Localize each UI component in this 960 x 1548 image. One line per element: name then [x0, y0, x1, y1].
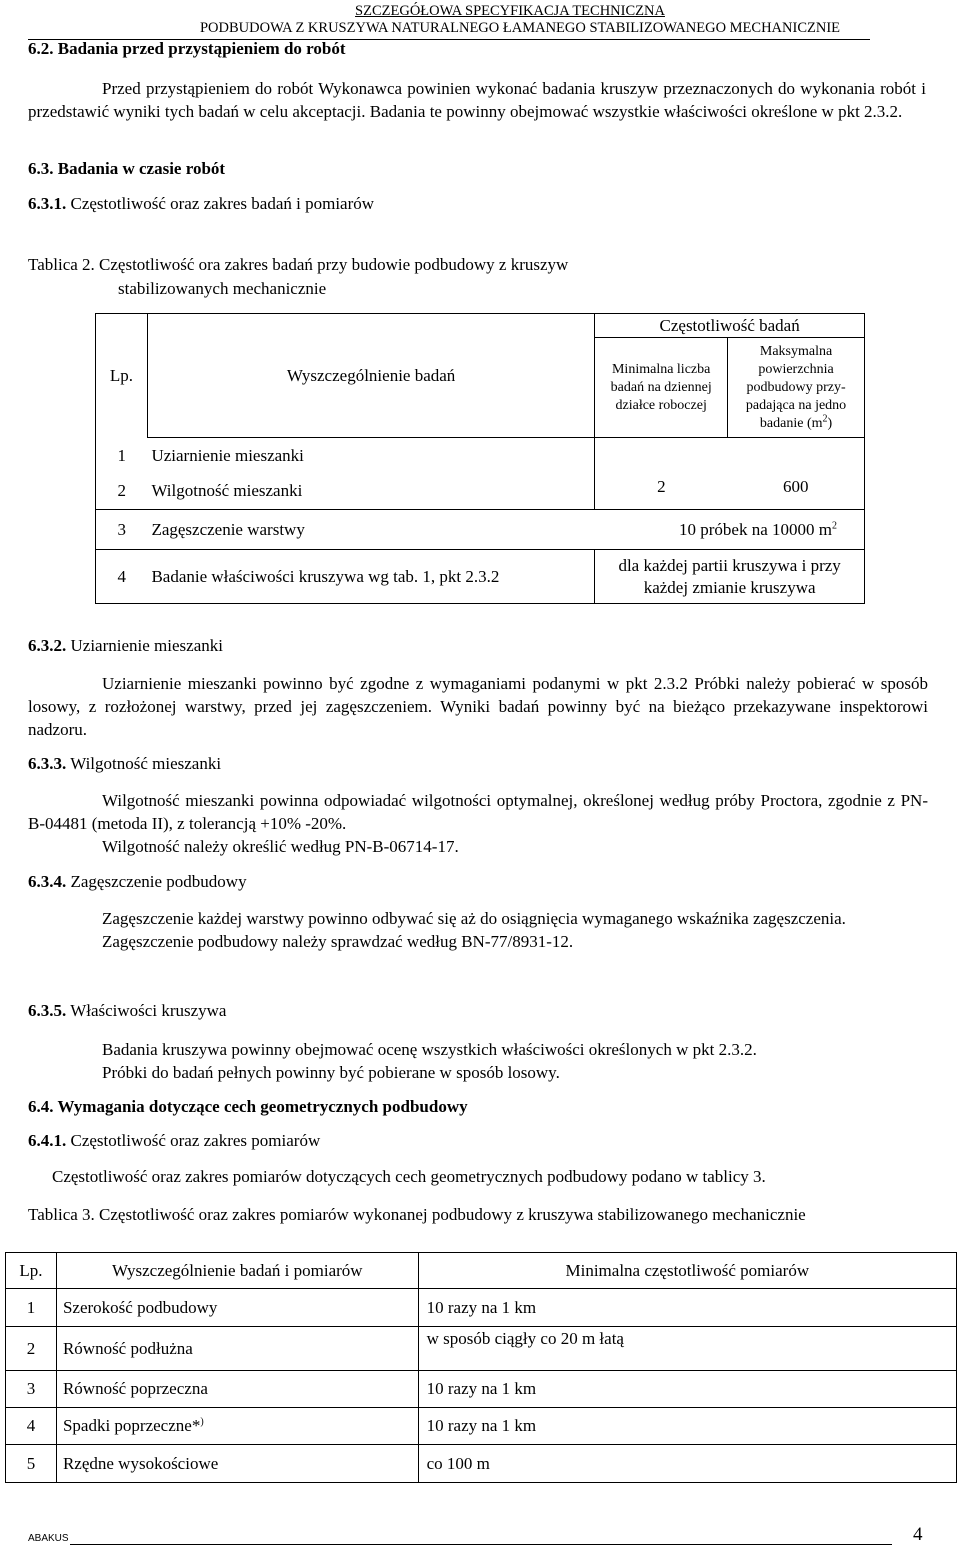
- table2-header-lp: Lp.: [96, 314, 148, 438]
- table2-row3-freq: 10 próbek na 10000 $m^2$: [595, 510, 865, 550]
- table3-caption: Tablica 3. Częstotliwość oraz zakres pomiarów wykonanej podbudowy z kruszywa stabilizowanego mechanicznie: [28, 1205, 806, 1224]
- section-6-3-1-heading: 6.3.1. Częstotliwość oraz zakres badań i pomiarów: [28, 194, 375, 213]
- table3-row5-freq: co 100 m: [418, 1445, 956, 1483]
- table3-row1-lp: 1: [6, 1289, 57, 1327]
- table2-header-max: Maksymalna powierzchnia podbudowy przy-padająca na jedno badanie $(m^2)$: [728, 338, 865, 438]
- table2-row3-desc: Zagęszczenie warstwy: [147, 510, 594, 550]
- table2-row1-desc: Uziarnienie mieszanki: [147, 438, 594, 474]
- table2-row4-lp: 4: [96, 550, 148, 604]
- table2-row2-desc: Wilgotność mieszanki: [147, 474, 594, 510]
- section-6-3-3-heading: 6.3.3. Wilgotność mieszanki: [28, 754, 222, 773]
- table2-caption-line2: stabilizowanych mechanicznie: [118, 279, 327, 298]
- table2-header-min: Minimalna liczba badań na dziennej działce roboczej: [595, 338, 728, 438]
- table3-row2-freq: w sposób ciągły co 20 m łatą: [418, 1327, 956, 1371]
- table3-row1-desc: Szerokość podbudowy: [56, 1289, 418, 1327]
- table-3: [5, 1252, 957, 1483]
- section-6-2-text: Przed przystąpieniem do robót Wykonawca powinien wykonać badania kruszyw przeznaczonych do wykonania robót i przedstawić wyniki tych badań w celu akceptacji. Badania te powinny obejmować wszystkie właściwości określone w pkt 2.3.2.: [28, 79, 926, 121]
- table2-row12-min: 2: [595, 438, 728, 510]
- section-6-4-heading: 6.4. Wymagania dotyczące cech geometrycznych podbudowy: [28, 1097, 468, 1116]
- doc-header-subtitle: PODBUDOWA Z KRUSZYWA NATURALNEGO ŁAMANEGO STABILIZOWANEGO MECHANICZNIE: [199, 20, 841, 36]
- table2-row1-lp: 1: [96, 438, 148, 474]
- table3-header-desc: Wyszczególnienie badań i pomiarów: [56, 1253, 418, 1289]
- section-6-4-1-text: Częstotliwość oraz zakres pomiarów dotyczących cech geometrycznych podbudowy podano w tablicy 3.: [52, 1167, 766, 1186]
- table2-row4-freq: dla każdej partii kruszywa i przy każdej zmianie kruszywa: [595, 550, 865, 604]
- table3-row2-lp: 2: [6, 1327, 57, 1371]
- table2-row3-lp: 3: [96, 510, 148, 550]
- section-6-3-4-heading: 6.3.4. Zagęszczenie podbudowy: [28, 872, 247, 891]
- table3-header-lp: Lp.: [6, 1253, 57, 1289]
- footer-company: ABAKUS: [28, 1533, 69, 1544]
- table-2: [95, 313, 865, 604]
- table2-row12-max: 600: [728, 438, 865, 510]
- table3-row4-freq: 10 razy na 1 km: [418, 1408, 956, 1445]
- section-6-3-2-heading: 6.3.2. Uziarnienie mieszanki: [28, 636, 223, 655]
- section-6-3-5-text: Badania kruszywa powinny obejmować ocenę wszystkich właściwości określonych w pkt 2.3.2. Próbki do badań pełnych powinny być pobierane w sposób losowy.: [102, 1040, 757, 1082]
- doc-header-title: SZCZEGÓŁOWA SPECYFIKACJA TECHNICZNA: [355, 3, 665, 19]
- table3-row4-desc: Spadki poprzeczne*): [56, 1408, 418, 1445]
- table2-row4-desc: Badanie właściwości kruszywa wg tab. 1, pkt 2.3.2: [147, 550, 594, 604]
- table2-header-freq: Częstotliwość badań: [595, 314, 865, 338]
- table2-row2-lp: 2: [96, 474, 148, 510]
- page-number: 4: [913, 1524, 923, 1545]
- section-6-3-4-text: Zagęszczenie każdej warstwy powinno odbywać się aż do osiągnięcia wymaganego wskaźnika zagęszczenia. Zagęszczenie podbudowy należy sprawdzać według BN-77/8931-12.: [102, 909, 846, 951]
- table3-row3-desc: Równość poprzeczna: [56, 1371, 418, 1408]
- section-6-3-heading: 6.3. Badania w czasie robót: [28, 159, 226, 178]
- table3-row5-lp: 5: [6, 1445, 57, 1483]
- table3-row2-desc: Równość podłużna: [56, 1327, 418, 1371]
- table3-row5-desc: Rzędne wysokościowe: [56, 1445, 418, 1483]
- section-6-3-5-heading: 6.3.5. Właściwości kruszywa: [28, 1001, 227, 1020]
- table3-row4-lp: 4: [6, 1408, 57, 1445]
- section-6-3-3-text: Wilgotność mieszanki powinna odpowiadać wilgotności optymalnej, określonej według próby Proctora, zgodnie z PN-B-04481 (metoda II), z tolerancją +10% -20%. Wilgotność należy określić według PN-B-06714-17.: [28, 791, 928, 856]
- table2-caption-line1: Tablica 2. Częstotliwość ora zakres badań przy budowie podbudowy z kruszyw: [28, 255, 569, 274]
- section-6-2-heading: 6.2. Badania przed przystąpieniem do robót: [28, 39, 346, 58]
- section-6-4-1-heading: 6.4.1. Częstotliwość oraz zakres pomiarów: [28, 1131, 321, 1150]
- table3-row1-freq: 10 razy na 1 km: [418, 1289, 956, 1327]
- table2-header-desc: Wyszczególnienie badań: [147, 314, 594, 438]
- table3-row3-lp: 3: [6, 1371, 57, 1408]
- footer-divider: [70, 1544, 892, 1545]
- table3-row3-freq: 10 razy na 1 km: [418, 1371, 956, 1408]
- section-6-3-2-text: Uziarnienie mieszanki powinno być zgodne z wymaganiami podanymi w pkt 2.3.2 Próbki należy pobierać w sposób losowy, z rozłożonej warstwy, przed jej zagęszczeniem. Wyniki badań powinny być na bieżąco przekazywane inspektorowi nadzoru.: [28, 674, 928, 739]
- table3-header-freq: Minimalna częstotliwość pomiarów: [418, 1253, 956, 1289]
